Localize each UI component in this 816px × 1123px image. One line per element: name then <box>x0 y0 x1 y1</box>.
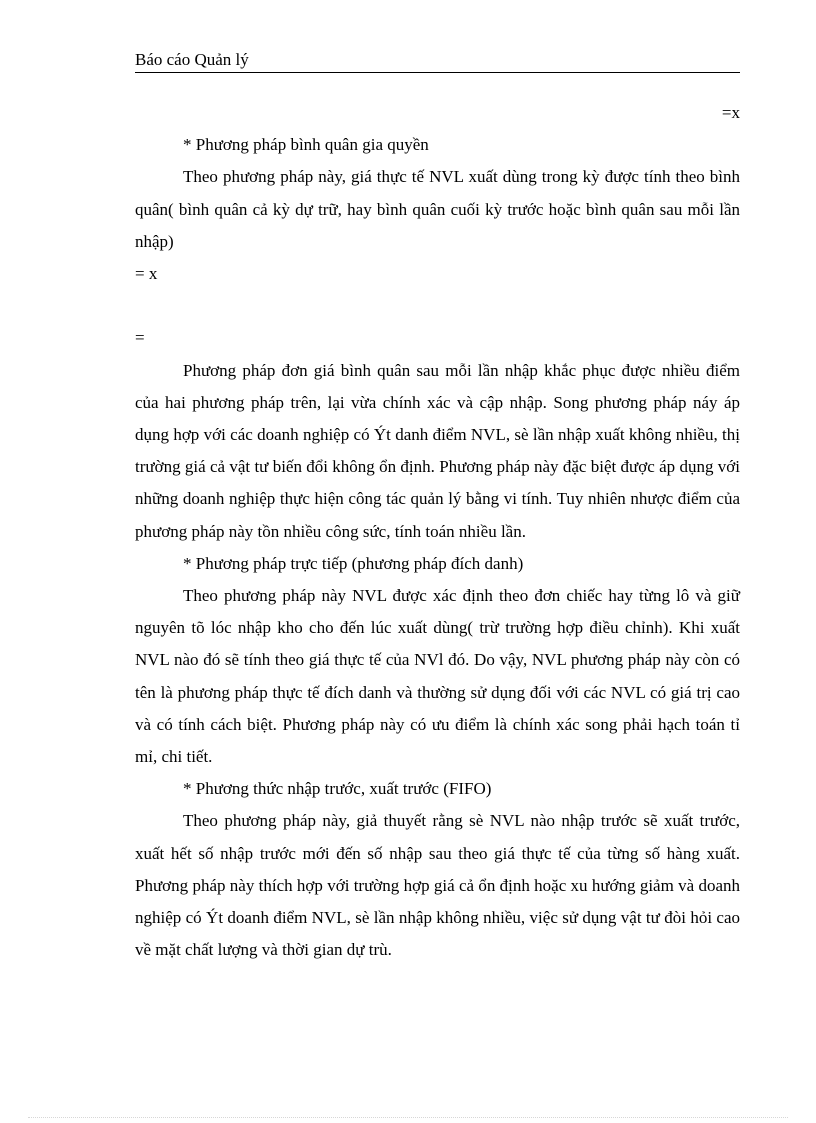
paragraph-weighted-average: Theo phương pháp này, giá thực tế NVL xuất dùng trong kỳ được tính theo bình quân( bình quân cả kỳ dự trữ, hay bình quân cuối kỳ trước hoặc bình quân sau mỗi lần nhập) <box>135 167 740 251</box>
heading-fifo-method: * Phương thức nhập trước, xuất trước (FIFO) <box>183 779 492 799</box>
paragraph-direct-method: Theo phương pháp này NVL được xác định theo đơn chiếc hay từng lô và giữ nguyên tõ lóc nhập kho cho đến lúc xuất dùng( trừ trường hợp điều chỉnh). Khi xuất NVL nào đó sẽ tính theo giá thực tế của NVl đó. Do vậy, NVL phương pháp này còn có tên là phương pháp thực tế đích danh và thường sử dụng đối với các NVL có giá trị cao và có tính cách biệt. Phương pháp này có ưu điểm là chính xác song phải hạch toán tỉ mỉ, chi tiết. <box>135 586 740 767</box>
document-body <box>135 97 740 966</box>
header-title: Báo cáo Quản lý <box>135 50 249 69</box>
formula-equals: = <box>135 328 145 348</box>
formula-blank-line <box>135 290 740 322</box>
formula-top: =x <box>721 103 740 122</box>
formula-middle: = x <box>135 264 158 284</box>
page-bottom-dotted-line <box>28 1117 788 1118</box>
heading-weighted-average: * Phương pháp bình quân gia quyền <box>183 135 429 155</box>
heading-direct-method: * Phương pháp trực tiếp (phương pháp đích danh) <box>183 553 524 573</box>
page-header <box>135 49 740 73</box>
paragraph-fifo-method: Theo phương pháp này, giả thuyết rằng sè NVL nào nhập trước sẽ xuất trước, xuất hết số nhập trước mới đến số nhập sau theo giá thực tế của từng số hàng xuất. Phương pháp này thích hợp với trường hợp giá cả ổn định hoặc xu hướng giảm và doanh nghiệp có Ýt doanh điểm NVL, sè lần nhập không nhiều, việc sử dụng vật tư đòi hỏi cao về mặt chất lượng và thời gian dự trù. <box>135 811 740 960</box>
paragraph-unit-average: Phương pháp đơn giá bình quân sau mỗi lần nhập khắc phục được nhiều điểm của hai phương pháp trên, lại vừa chính xác và cập nhập. Song phương pháp náy áp dụng hợp với các doanh nghiệp có Ýt danh điểm NVL, sè lần nhập xuất không nhiều, thị trường giá cả vật tư biến đổi không ổn định. Phương pháp này đặc biệt được áp dụng với những doanh nghiệp thực hiện công tác quản lý bằng vi tính. Tuy nhiên nhược điểm của phương pháp này tồn nhiều công sức, tính toán nhiều lần. <box>135 360 740 541</box>
